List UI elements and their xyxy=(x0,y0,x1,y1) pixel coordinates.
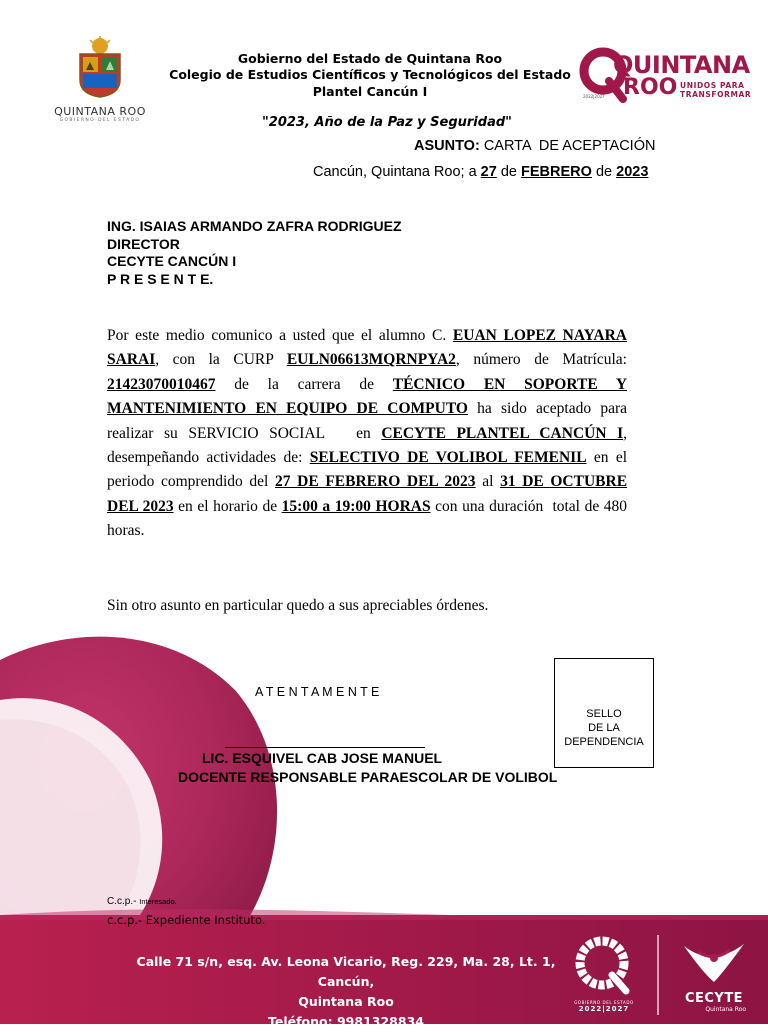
student-name: EUAN LOPEZ NAYARA SARAI xyxy=(107,327,627,369)
body-text-9: en el horario de xyxy=(178,497,278,515)
header-line-1: Gobierno del Estado de Quintana Roo xyxy=(237,51,503,66)
left-logo-text: QUINTANA ROO xyxy=(54,105,146,118)
footer-years: 2022|2027 xyxy=(578,1005,630,1013)
header-line-2: Colegio de Estudios Científicos y Tecnológicos del Estado xyxy=(169,67,571,82)
subject-value: CARTA DE ACEPTACIÓN xyxy=(483,138,656,154)
coat-of-arms-icon xyxy=(50,36,150,98)
brand-years: 2022|2027 xyxy=(583,94,605,99)
header-line-3: Plantel Cancún I xyxy=(312,84,428,99)
signer-title: DOCENTE RESPONSABLE PARAESCOLAR DE VOLIBOL xyxy=(178,769,558,785)
date-of-1: de xyxy=(500,164,517,180)
footer-address xyxy=(118,952,574,1032)
date-day: 27 xyxy=(480,164,497,180)
body-paragraph xyxy=(107,324,631,544)
period-start: 27 DE FEBRERO DEL 2023 xyxy=(275,473,476,491)
body-text-7: en el periodo comprendido del xyxy=(107,449,628,491)
body-text-2: , con la CURP xyxy=(155,351,274,369)
brand-title-2: ROO xyxy=(623,75,678,100)
cecyte-text: CECYTE xyxy=(684,991,744,1006)
ccp-value: Interesado. xyxy=(139,897,177,906)
brand-tagline-1: UNIDOS PARA xyxy=(680,81,745,90)
date-prefix: Cancún, Quintana Roo; a xyxy=(313,164,477,180)
body-text-8: al xyxy=(482,473,494,491)
body-text-5: ha sido aceptado para realizar su SERVICIO SOCIAL en xyxy=(107,400,631,442)
footer-phone: Teléfono: 9981328834 xyxy=(268,1014,424,1029)
ccp-label: C.c.p.- xyxy=(107,896,137,907)
period-end: 31 DE OCTUBRE DEL 2023 xyxy=(107,473,628,515)
service-place: CECYTE PLANTEL CANCÚN I xyxy=(381,424,624,442)
cecyte-logo xyxy=(672,938,756,1018)
seal-text-1: SELLO xyxy=(586,708,622,720)
body-text-1: Por este medio comunico a usted que el alumno C. xyxy=(107,327,447,344)
service-activity: SELECTIVO DE VOLIBOL FEMENIL xyxy=(309,449,587,467)
recipient-name: ING. ISAIAS ARMANDO ZAFRA RODRIGUEZ xyxy=(107,218,402,234)
subject-line xyxy=(414,138,655,154)
body-text-10: con una duración total de 480 horas. xyxy=(107,497,631,540)
cecyte-emblem-icon xyxy=(672,938,756,984)
date-year: 2023 xyxy=(616,164,649,180)
signature-line xyxy=(225,747,425,748)
ccp-expediente: c.c.p.- Expediente Instituto. xyxy=(107,913,266,927)
recipient-presente: P R E S E N T E. xyxy=(107,270,214,287)
seal-box xyxy=(554,658,654,768)
state-coat-of-arms-logo xyxy=(50,36,150,123)
closing-line: Sin otro asunto en particular quedo a sus apreciables órdenes. xyxy=(107,597,489,614)
date-line xyxy=(313,164,648,180)
year-motto: "2023, Año de la Paz y Seguridad" xyxy=(262,115,512,130)
seal-text-3: DEPENDENCIA xyxy=(564,736,644,748)
student-matricula: 21423070010467 xyxy=(107,375,216,393)
footer-address-2: Quintana Roo xyxy=(298,994,394,1009)
left-logo-subtext: GOBIERNO DEL ESTADO xyxy=(59,118,141,123)
body-text-3: , número de Matrícula: xyxy=(455,351,627,369)
brand-title: QUINTANA xyxy=(613,51,750,79)
signer-name: LIC. ESQUIVEL CAB JOSE MANUEL xyxy=(202,750,443,766)
recipient-role: DIRECTOR xyxy=(107,235,180,252)
date-month: FEBRERO xyxy=(521,164,592,180)
recipient-block xyxy=(107,218,402,288)
service-schedule: 15:00 a 19:00 HORAS xyxy=(281,497,431,515)
date-of-2: de xyxy=(595,164,613,180)
cecyte-subtext: Quintana Roo xyxy=(705,1006,746,1013)
subject-label: ASUNTO: xyxy=(414,138,480,154)
footer-gov-text: GOBIERNO DEL ESTADO xyxy=(574,1000,634,1005)
recipient-org: CECYTE CANCÚN I xyxy=(107,253,237,269)
student-career: TÉCNICO EN SOPORTE Y MANTENIMIENTO EN EQUIPO DE COMPUTO xyxy=(107,375,628,418)
body-text-4: de la carrera de xyxy=(234,375,374,393)
footer-q-logo xyxy=(562,935,646,1019)
brand-tagline-2: TRANSFORMAR xyxy=(680,90,752,99)
body-text-6: , desempeñando actividades de: xyxy=(107,424,627,467)
seal-text-2: DE LA xyxy=(588,722,620,734)
footer-address-1: Calle 71 s/n, esq. Av. Leona Vicario, Reg. 229, Ma. 28, Lt. 1, Cancún, xyxy=(136,954,556,989)
quintana-roo-brand-logo xyxy=(575,45,750,105)
ccp-interesado xyxy=(107,896,177,907)
atentamente: A T E N T A M E N T E xyxy=(255,685,380,699)
footer-q-icon xyxy=(562,935,646,995)
student-curp: EULN06613MQRNPYA2 xyxy=(286,351,456,369)
